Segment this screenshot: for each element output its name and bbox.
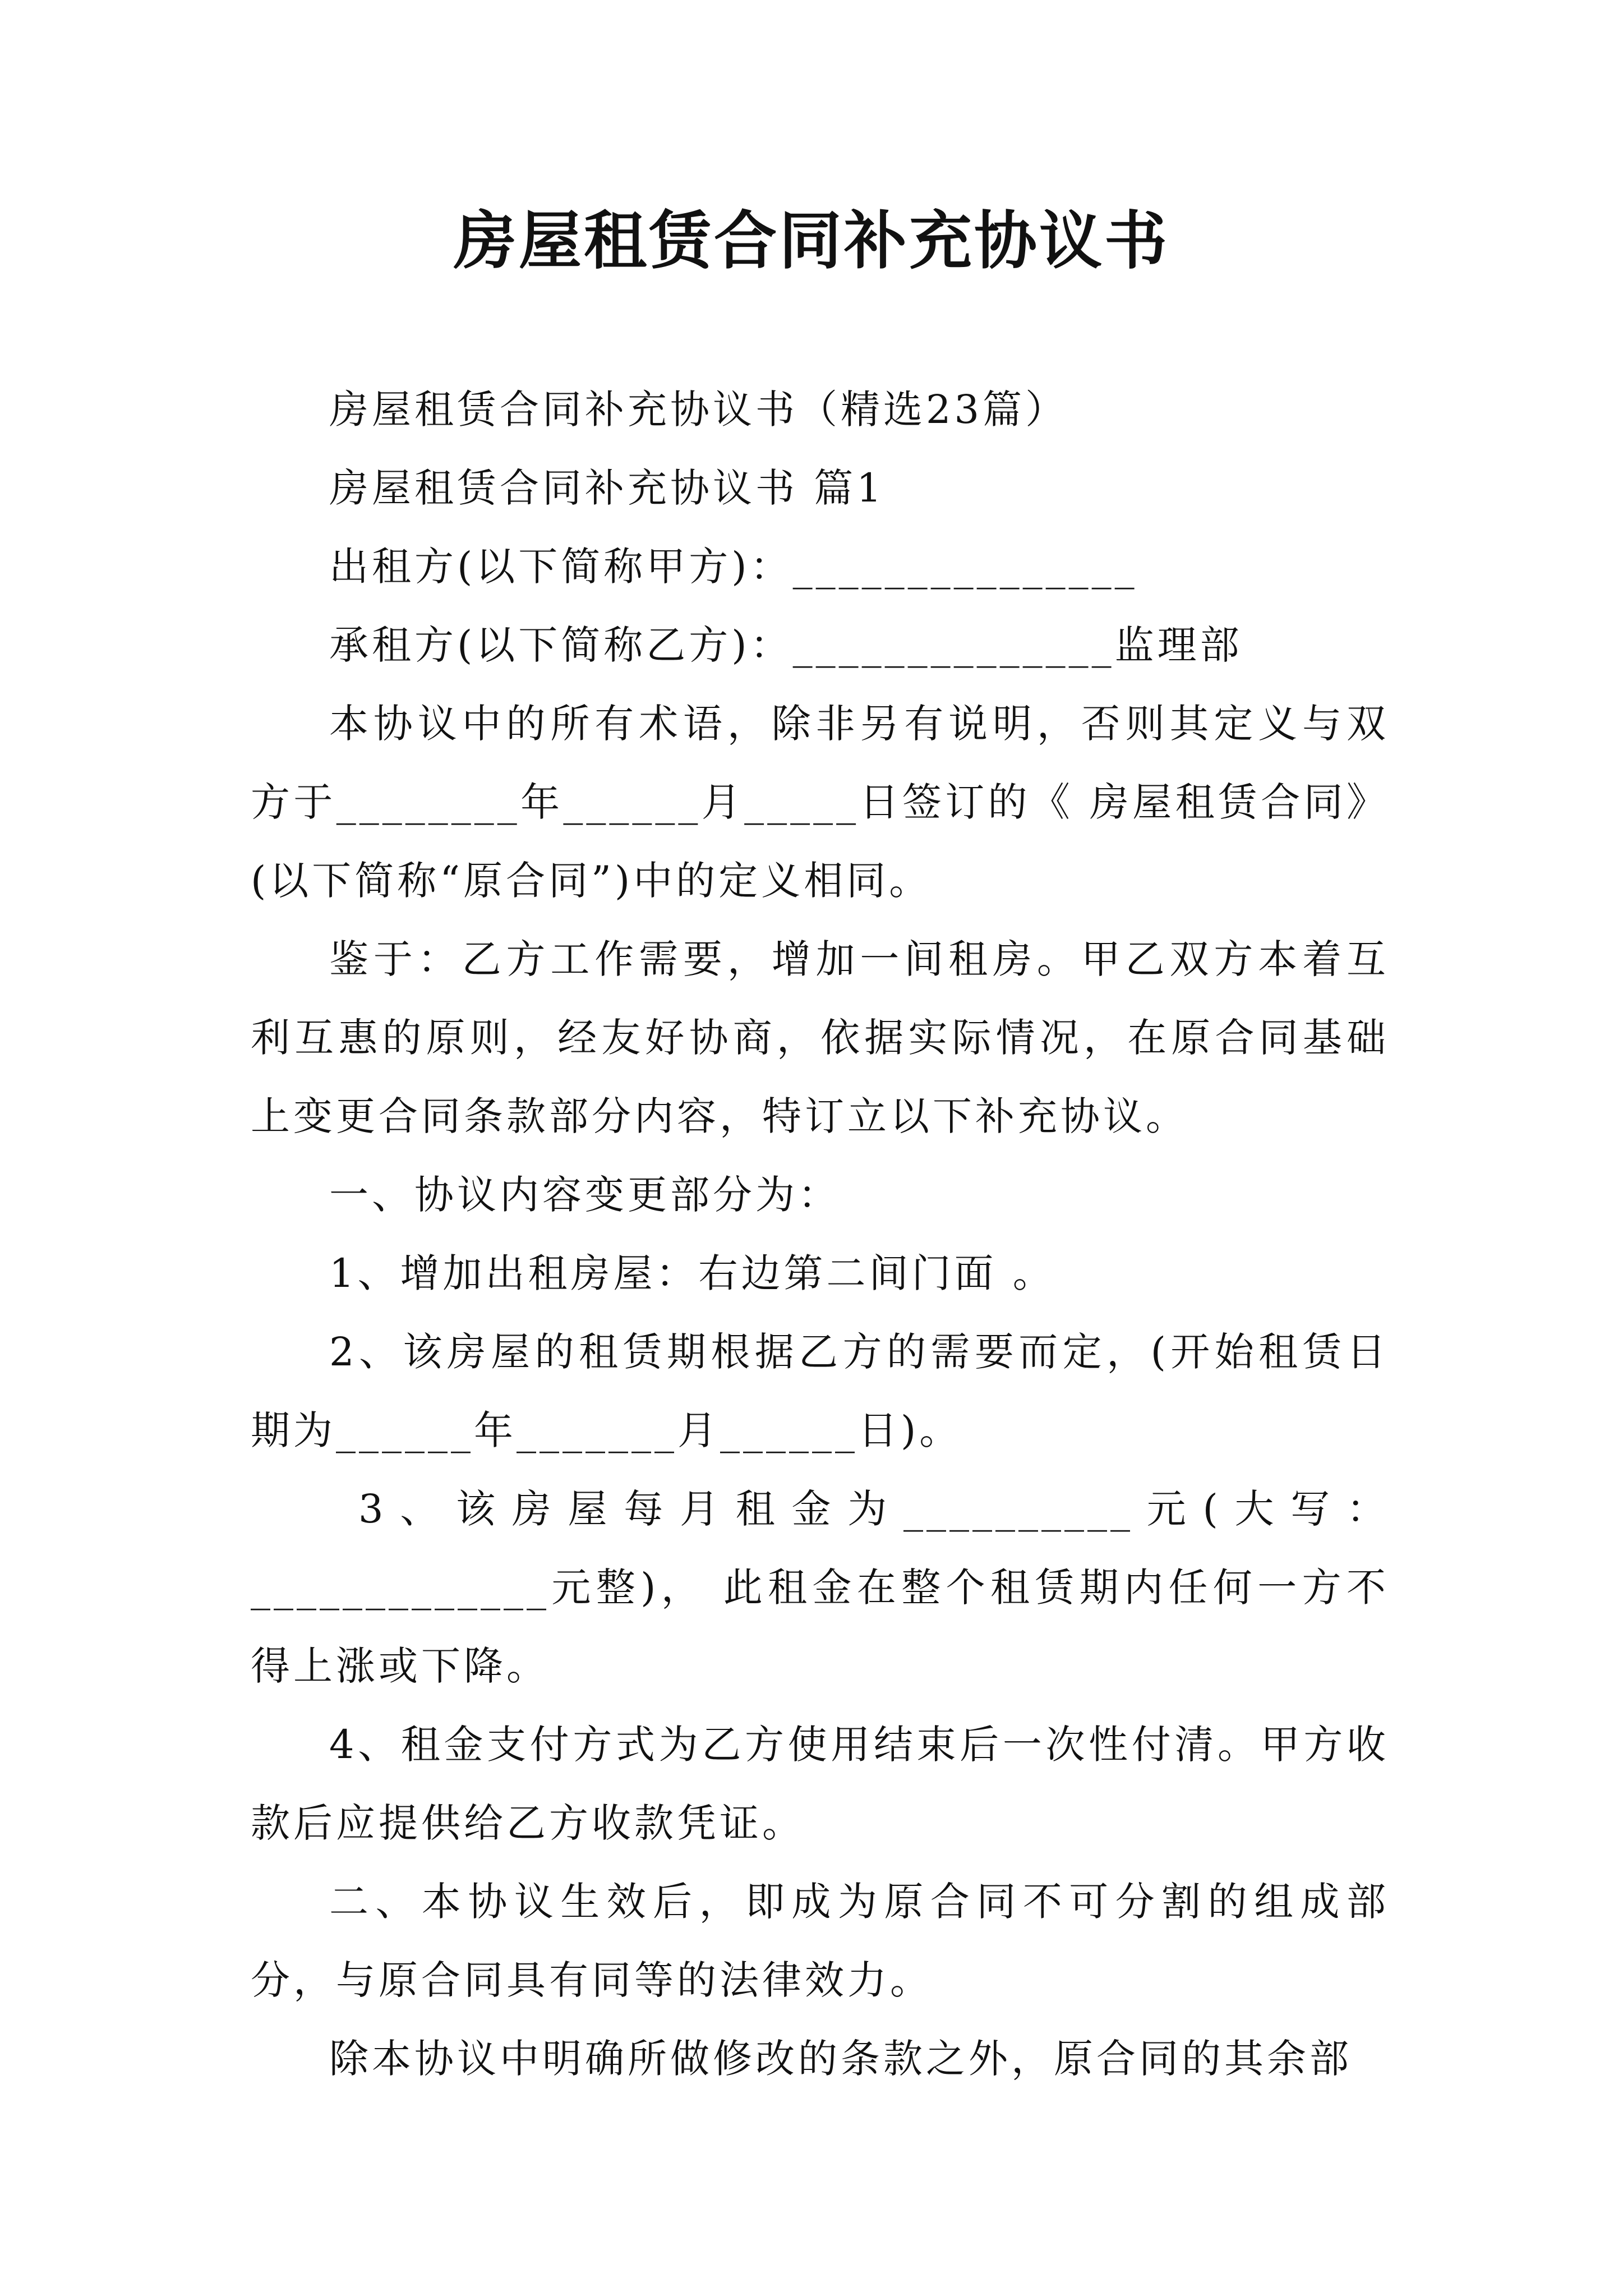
paragraph-clause-1: 1、增加出租房屋：右边第二间门面 。	[329, 1250, 1055, 1296]
paragraph-clause-2: 2、该房屋的租赁期根据乙方的需要而定，(开始租赁日期为______年_______月______日)。	[251, 1329, 1389, 1453]
paragraph-clause-3: 3、该房屋每月租金为__________元(大写：_____________元整)， 此租金在整个租赁期内任何一方不得上涨或下降。	[251, 1486, 1389, 1689]
paragraph-whereas: 鉴于：乙方工作需要，增加一间租房。甲乙双方本着互利互惠的原则，经友好协商，依据实际情况，在原合同基础上变更合同条款部分内容，特订立以下补充协议。	[251, 936, 1389, 1139]
paragraph-lessee: 承租方(以下简称乙方)：______________监理部	[329, 622, 1243, 668]
paragraph-lessor: 出租方(以下简称甲方)：_______________	[329, 544, 1138, 590]
paragraph-remaining-terms: 除本协议中明确所做修改的条款之外，原合同的其余部	[329, 2036, 1352, 2082]
paragraph-chapter-heading: 房屋租赁合同补充协议书 篇1	[329, 465, 885, 511]
paragraph-section-two: 二、本协议生效后，即成为原合同不可分割的组成部分，与原合同具有同等的法律效力。	[251, 1879, 1389, 2003]
document-title: 房屋租赁合同补充协议书	[454, 204, 1169, 278]
paragraph-collection-title: 房屋租赁合同补充协议书（精选23篇）	[329, 386, 1068, 432]
document-body	[251, 370, 1389, 2098]
paragraph-definitions: 本协议中的所有术语，除非另有说明，否则其定义与双方于________年______月_____日签订的《 房屋租赁合同》(以下简称“原合同”)中的定义相同。	[251, 701, 1389, 904]
paragraph-clause-4: 4、租金支付方式为乙方使用结束后一次性付清。甲方收款后应提供给乙方收款凭证。	[251, 1722, 1389, 1846]
paragraph-section-one-heading: 一、协议内容变更部分为：	[329, 1172, 841, 1218]
